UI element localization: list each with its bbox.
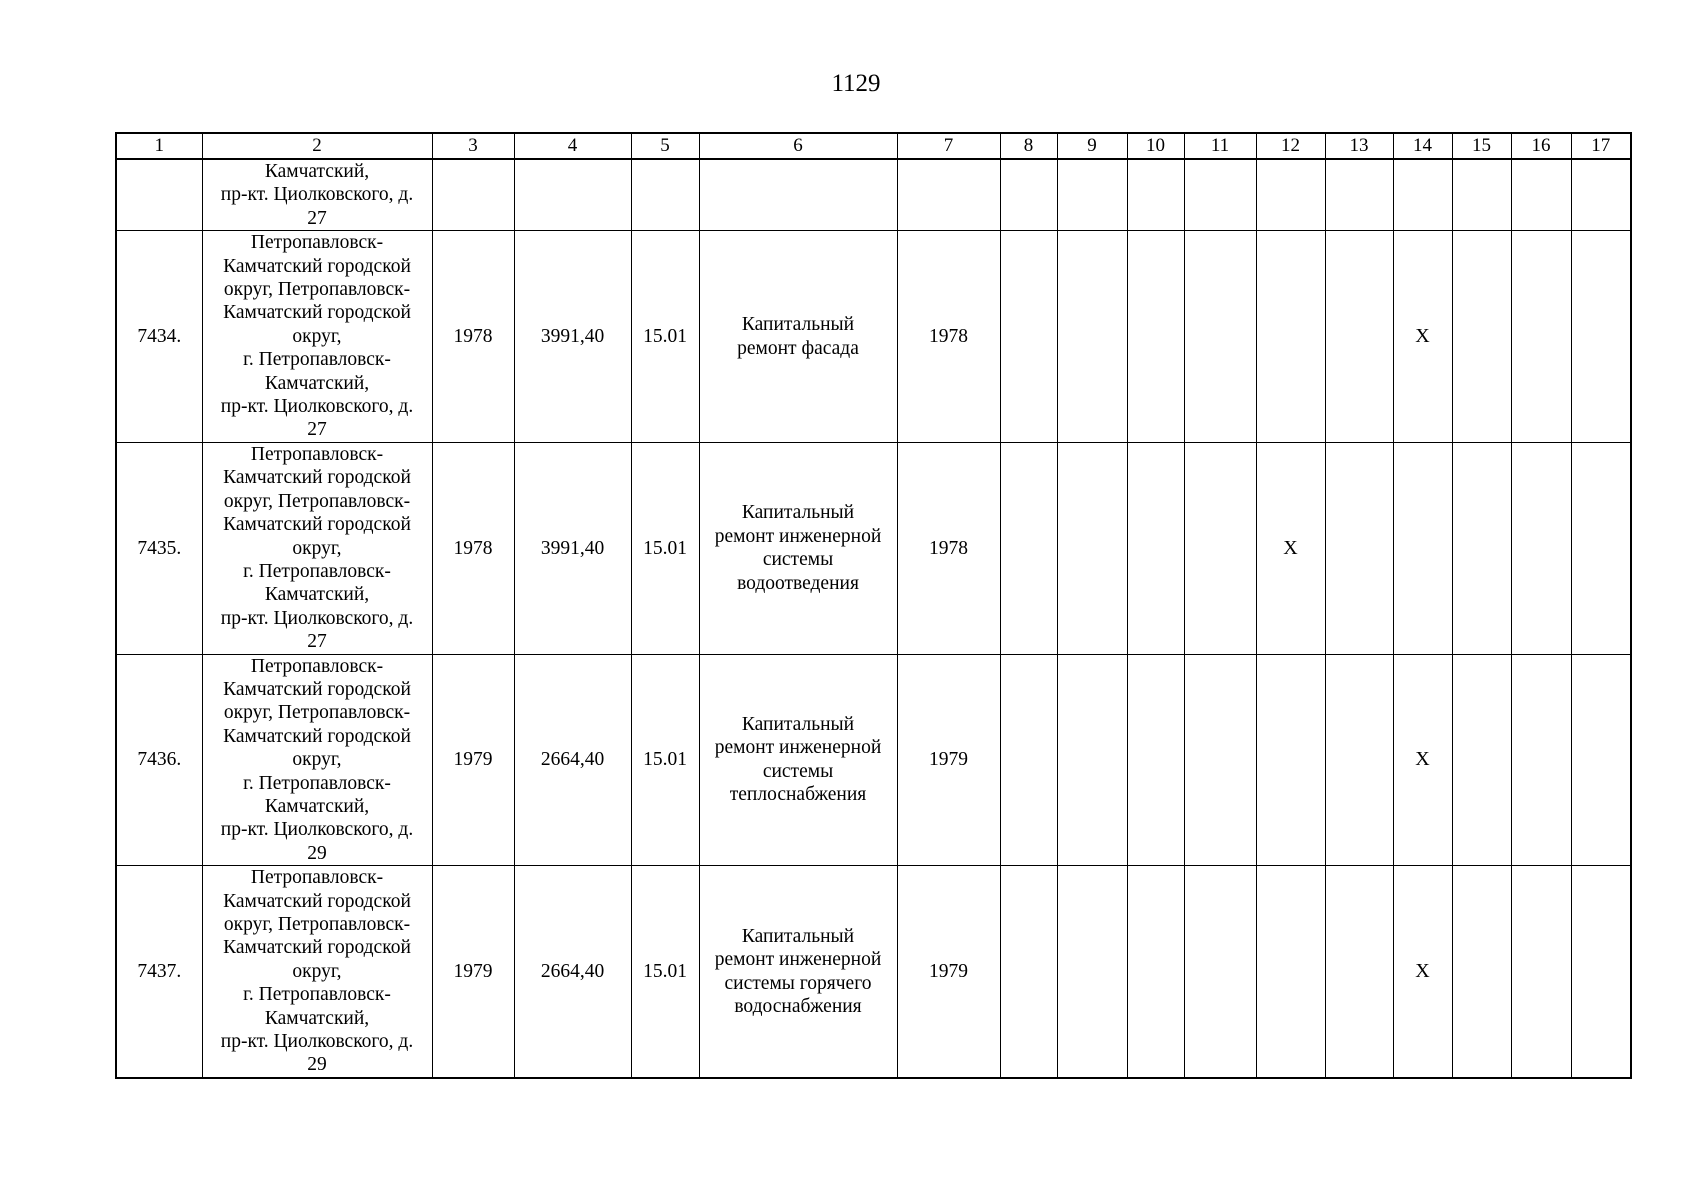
address-line: Петропавловск- bbox=[250, 443, 384, 465]
table-row-continuation bbox=[116, 159, 1631, 231]
row-number-cell: 7436. bbox=[116, 654, 202, 866]
address-line: Камчатский городской bbox=[223, 514, 411, 536]
address-line: округ, Петропавловск- bbox=[223, 914, 411, 935]
work-line: ремонт инженерной bbox=[714, 737, 882, 759]
table-row bbox=[116, 231, 1631, 443]
empty-cell bbox=[1127, 654, 1184, 866]
empty-cell bbox=[1571, 442, 1631, 654]
empty-cell bbox=[1452, 442, 1511, 654]
empty-cell bbox=[1452, 654, 1511, 866]
address-cell bbox=[202, 231, 432, 443]
work-line: водоотведения bbox=[737, 572, 859, 594]
empty-cell bbox=[1057, 159, 1127, 231]
column-header: 9 bbox=[1057, 133, 1127, 159]
address-line: Камчатский, bbox=[264, 1007, 370, 1029]
empty-cell bbox=[1571, 159, 1631, 231]
address-line: пр-кт. Циолковского, д. bbox=[220, 607, 414, 629]
address-line: пр-кт. Циолковского, д. bbox=[220, 396, 414, 418]
address-line: Камчатский городской bbox=[223, 302, 411, 324]
year-cell: 1979 bbox=[897, 866, 1000, 1078]
empty-cell bbox=[699, 159, 897, 231]
empty-cell bbox=[514, 159, 631, 231]
work-line: системы горячего bbox=[724, 972, 872, 994]
row-number-cell: 7435. bbox=[116, 442, 202, 654]
empty-cell bbox=[1184, 654, 1256, 866]
work-type-cell bbox=[699, 866, 897, 1078]
empty-cell bbox=[1000, 654, 1057, 866]
address-line: г. Петропавловск- bbox=[243, 772, 391, 794]
empty-cell bbox=[1057, 231, 1127, 443]
empty-cell bbox=[1571, 654, 1631, 866]
column-header: 2 bbox=[202, 133, 432, 159]
empty-cell bbox=[1184, 231, 1256, 443]
row-number-cell bbox=[116, 159, 202, 231]
address-line: округ, bbox=[292, 325, 342, 347]
work-line: ремонт инженерной bbox=[714, 525, 882, 547]
address-cell bbox=[202, 442, 432, 654]
address-line: Камчатский, bbox=[264, 161, 370, 182]
empty-cell bbox=[1000, 231, 1057, 443]
area-cell: 2664,40 bbox=[514, 654, 631, 866]
column-header: 15 bbox=[1452, 133, 1511, 159]
empty-cell bbox=[1000, 866, 1057, 1078]
code-cell: 15.01 bbox=[631, 654, 699, 866]
empty-cell bbox=[1184, 159, 1256, 231]
column-header: 1 bbox=[116, 133, 202, 159]
code-cell: 15.01 bbox=[631, 231, 699, 443]
work-line: системы bbox=[762, 760, 834, 782]
empty-cell bbox=[897, 159, 1000, 231]
work-type-cell bbox=[699, 654, 897, 866]
address-line: Камчатский, bbox=[264, 795, 370, 817]
work-line: ремонт фасада bbox=[737, 337, 859, 359]
address-line: г. Петропавловск- bbox=[243, 984, 391, 1006]
address-line: 27 bbox=[307, 207, 327, 229]
empty-cell bbox=[1571, 866, 1631, 1078]
period-mark-cell: X bbox=[1393, 231, 1452, 443]
empty-cell bbox=[631, 159, 699, 231]
address-line: Петропавловск- bbox=[250, 655, 384, 677]
column-header: 10 bbox=[1127, 133, 1184, 159]
address-cell bbox=[202, 866, 432, 1078]
empty-cell bbox=[1184, 866, 1256, 1078]
empty-cell bbox=[1393, 442, 1452, 654]
address-line: г. Петропавловск- bbox=[243, 560, 391, 582]
empty-cell bbox=[1325, 442, 1393, 654]
column-header: 6 bbox=[699, 133, 897, 159]
address-line: Камчатский городской bbox=[223, 890, 411, 912]
year-cell: 1978 bbox=[897, 442, 1000, 654]
column-header: 12 bbox=[1256, 133, 1325, 159]
address-line: пр-кт. Циолковского, д. bbox=[220, 184, 414, 206]
empty-cell bbox=[1511, 654, 1571, 866]
column-header: 7 bbox=[897, 133, 1000, 159]
empty-cell bbox=[1511, 442, 1571, 654]
address-line: пр-кт. Циолковского, д. bbox=[220, 1031, 414, 1053]
address-line: Петропавловск- bbox=[250, 232, 384, 254]
area-cell: 2664,40 bbox=[514, 866, 631, 1078]
address-cell bbox=[202, 654, 432, 866]
empty-cell bbox=[1256, 159, 1325, 231]
empty-cell bbox=[1127, 866, 1184, 1078]
empty-cell bbox=[1057, 442, 1127, 654]
work-line: Капитальный bbox=[741, 714, 855, 736]
address-cell bbox=[202, 159, 432, 231]
year-cell: 1979 bbox=[432, 654, 514, 866]
empty-cell bbox=[1057, 654, 1127, 866]
empty-cell bbox=[432, 159, 514, 231]
year-cell: 1978 bbox=[897, 231, 1000, 443]
address-line: округ, bbox=[292, 960, 342, 982]
address-line: пр-кт. Циолковского, д. bbox=[220, 819, 414, 841]
address-line: г. Петропавловск- bbox=[243, 349, 391, 371]
address-line: округ, Петропавловск- bbox=[223, 702, 411, 724]
column-header: 13 bbox=[1325, 133, 1393, 159]
address-line: округ, Петропавловск- bbox=[223, 490, 411, 512]
empty-cell bbox=[1057, 866, 1127, 1078]
column-header: 3 bbox=[432, 133, 514, 159]
empty-cell bbox=[1511, 866, 1571, 1078]
year-cell: 1979 bbox=[432, 866, 514, 1078]
empty-cell bbox=[1511, 231, 1571, 443]
code-cell: 15.01 bbox=[631, 442, 699, 654]
empty-cell bbox=[1000, 442, 1057, 654]
address-line: Камчатский, bbox=[264, 584, 370, 606]
work-line: Капитальный bbox=[741, 314, 855, 336]
empty-cell bbox=[1325, 159, 1393, 231]
period-mark-cell: X bbox=[1393, 654, 1452, 866]
empty-cell bbox=[1127, 231, 1184, 443]
address-line: округ, Петропавловск- bbox=[223, 279, 411, 301]
empty-cell bbox=[1000, 159, 1057, 231]
work-type-cell bbox=[699, 231, 897, 443]
address-line: Петропавловск- bbox=[250, 867, 384, 889]
address-line: Камчатский городской bbox=[223, 725, 411, 747]
empty-cell bbox=[1325, 654, 1393, 866]
empty-cell bbox=[1184, 442, 1256, 654]
address-line: 27 bbox=[307, 419, 327, 441]
table-row bbox=[116, 654, 1631, 866]
empty-cell bbox=[1393, 159, 1452, 231]
header-row bbox=[116, 133, 1631, 159]
empty-cell bbox=[1325, 866, 1393, 1078]
register-table bbox=[115, 132, 1632, 1079]
address-line: округ, bbox=[292, 749, 342, 771]
address-line: 29 bbox=[307, 842, 327, 864]
work-line: ремонт инженерной bbox=[714, 949, 882, 971]
work-line: Капитальный bbox=[741, 925, 855, 947]
column-header: 14 bbox=[1393, 133, 1452, 159]
empty-cell bbox=[1256, 654, 1325, 866]
column-header: 16 bbox=[1511, 133, 1571, 159]
column-header: 17 bbox=[1571, 133, 1631, 159]
period-mark-cell: X bbox=[1393, 866, 1452, 1078]
empty-cell bbox=[1127, 442, 1184, 654]
address-line: Камчатский городской bbox=[223, 678, 411, 700]
empty-cell bbox=[1452, 231, 1511, 443]
address-line: Камчатский городской bbox=[223, 467, 411, 489]
empty-cell bbox=[1325, 231, 1393, 443]
empty-cell bbox=[1571, 231, 1631, 443]
empty-cell bbox=[1452, 866, 1511, 1078]
address-line: Камчатский, bbox=[264, 372, 370, 394]
column-header: 8 bbox=[1000, 133, 1057, 159]
empty-cell bbox=[1256, 866, 1325, 1078]
column-header: 5 bbox=[631, 133, 699, 159]
table-row bbox=[116, 442, 1631, 654]
work-line: системы bbox=[762, 549, 834, 571]
address-line: округ, bbox=[292, 537, 342, 559]
empty-cell bbox=[1127, 159, 1184, 231]
period-mark-cell: X bbox=[1256, 442, 1325, 654]
empty-cell bbox=[1256, 231, 1325, 443]
column-header: 11 bbox=[1184, 133, 1256, 159]
work-line: теплоснабжения bbox=[729, 784, 867, 806]
address-line: Камчатский городской bbox=[223, 937, 411, 959]
year-cell: 1978 bbox=[432, 231, 514, 443]
empty-cell bbox=[1511, 159, 1571, 231]
table-row bbox=[116, 866, 1631, 1078]
year-cell: 1978 bbox=[432, 442, 514, 654]
work-type-cell bbox=[699, 442, 897, 654]
area-cell: 3991,40 bbox=[514, 231, 631, 443]
address-line: Камчатский городской bbox=[223, 255, 411, 277]
code-cell: 15.01 bbox=[631, 866, 699, 1078]
area-cell: 3991,40 bbox=[514, 442, 631, 654]
address-line: 27 bbox=[307, 631, 327, 653]
page-number: 1129 bbox=[831, 70, 881, 97]
address-line: 29 bbox=[307, 1054, 327, 1076]
work-line: Капитальный bbox=[741, 502, 855, 524]
row-number-cell: 7434. bbox=[116, 231, 202, 443]
work-line: водоснабжения bbox=[734, 995, 862, 1017]
empty-cell bbox=[1452, 159, 1511, 231]
column-header: 4 bbox=[514, 133, 631, 159]
row-number-cell: 7437. bbox=[116, 866, 202, 1078]
year-cell: 1979 bbox=[897, 654, 1000, 866]
